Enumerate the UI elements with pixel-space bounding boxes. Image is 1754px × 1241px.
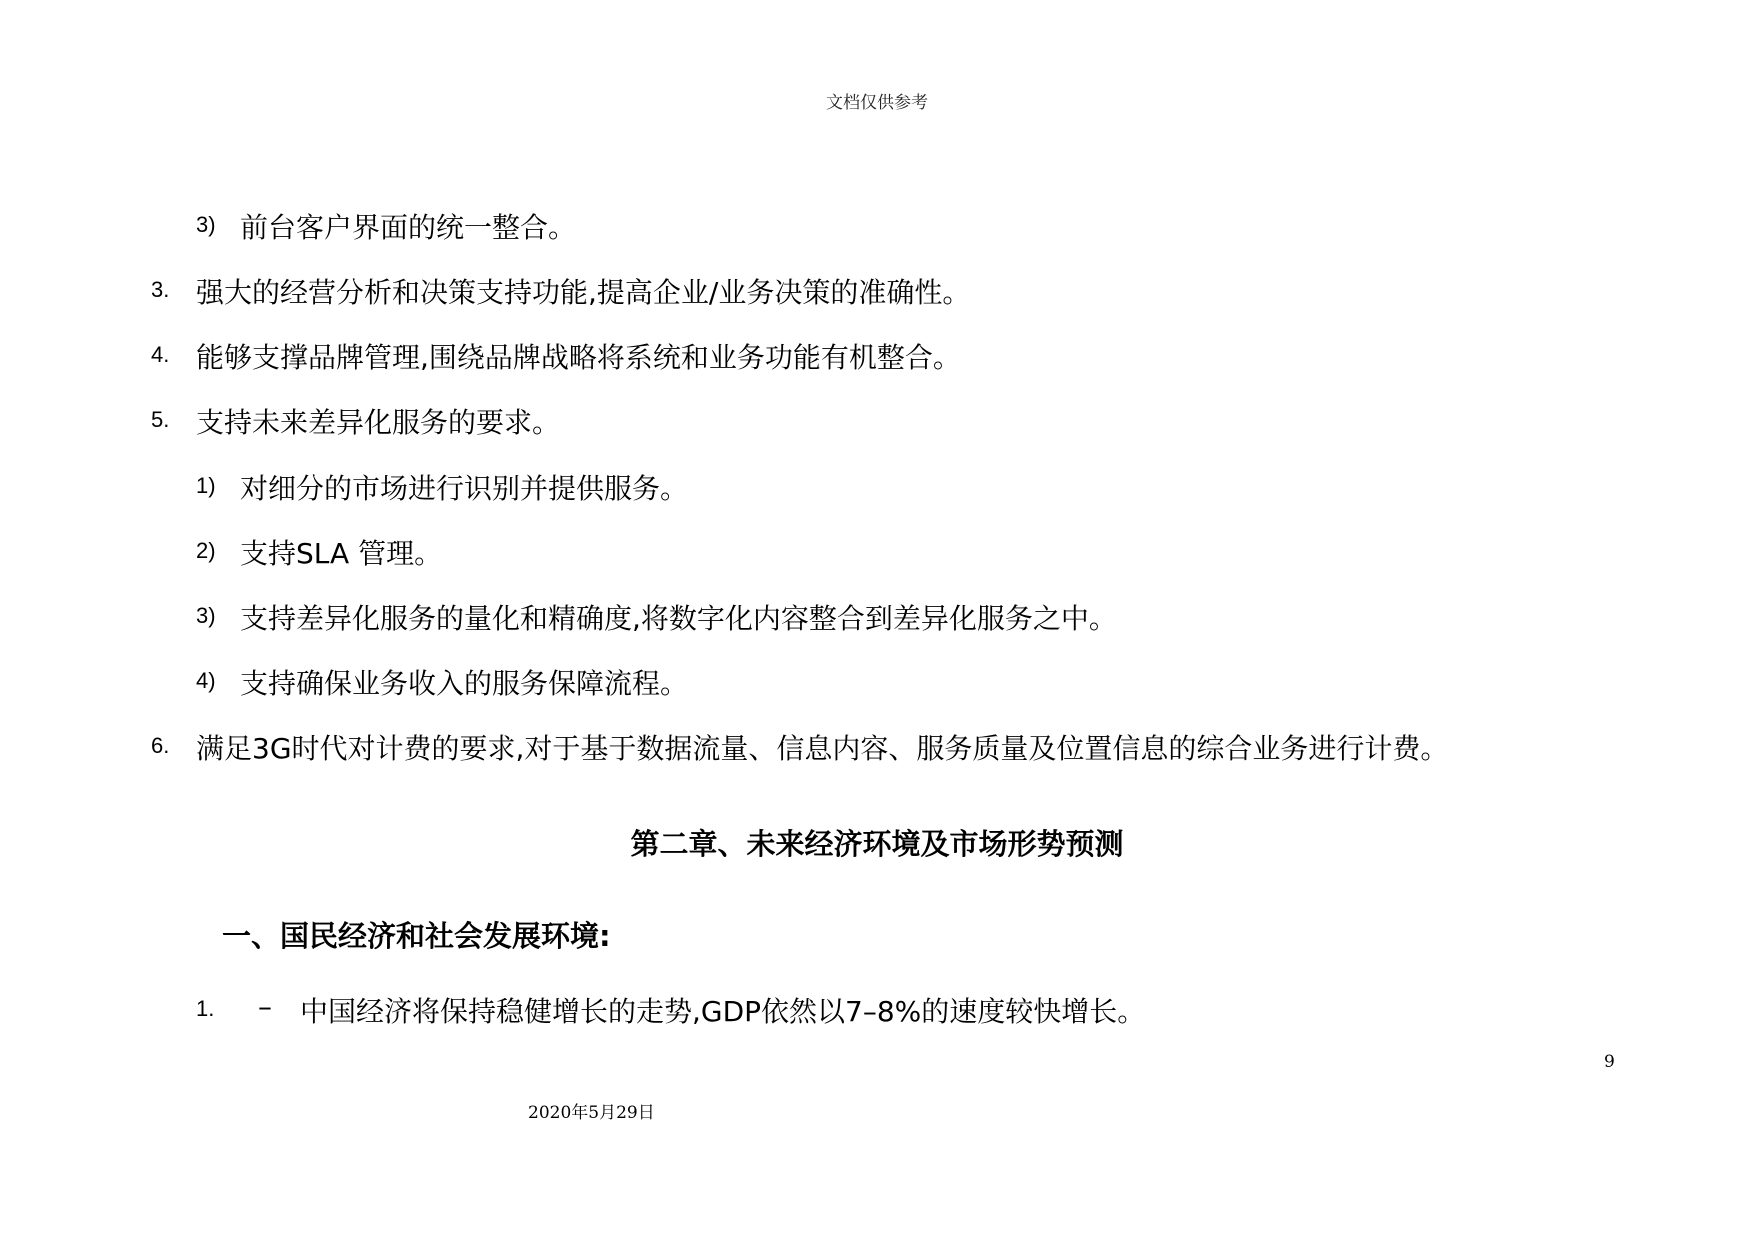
item-dash: –: [258, 990, 272, 1023]
item-text: 支持未来差异化服务的要求。: [196, 406, 561, 439]
item-text: 前台客户界面的统一整合。: [240, 211, 577, 244]
item-number: 3.: [151, 277, 170, 302]
item-number: 4.: [151, 342, 170, 367]
item-number: 4): [196, 668, 216, 693]
item-text: 中国经济将保持稳健增长的走势,GDP依然以7–8%的速度较快增长。: [300, 995, 1146, 1028]
item-number: 1.: [196, 996, 215, 1021]
chapter-title: 第二章、未来经济环境及市场形势预测: [630, 827, 1124, 861]
item-text: 能够支撑品牌管理,围绕品牌战略将系统和业务功能有机整合。: [196, 341, 961, 374]
item-text: 强大的经营分析和决策支持功能,提高企业/业务决策的准确性。: [196, 276, 971, 309]
item-text: 满足3G时代对计费的要求,对于基于数据流量、信息内容、服务质量及位置信息的综合业务进行计费。: [196, 732, 1449, 765]
item-number: 1): [196, 473, 216, 498]
page-header: 文档仅供参考: [826, 93, 928, 113]
page-number: 9: [1604, 1052, 1615, 1072]
item-number: 3): [196, 212, 216, 237]
item-number: 6.: [151, 733, 170, 758]
item-text: 对细分的市场进行识别并提供服务。: [240, 472, 689, 505]
item-text: 支持SLA 管理。: [240, 537, 443, 570]
item-number: 2): [196, 538, 216, 563]
item-number: 5.: [151, 407, 170, 432]
section-title: 一、国民经济和社会发展环境:: [222, 919, 611, 953]
item-text: 支持确保业务收入的服务保障流程。: [240, 667, 689, 700]
footer-date: 2020年5月29日: [528, 1103, 655, 1123]
item-text: 支持差异化服务的量化和精确度,将数字化内容整合到差异化服务之中。: [240, 602, 1117, 635]
item-number: 3): [196, 603, 216, 628]
